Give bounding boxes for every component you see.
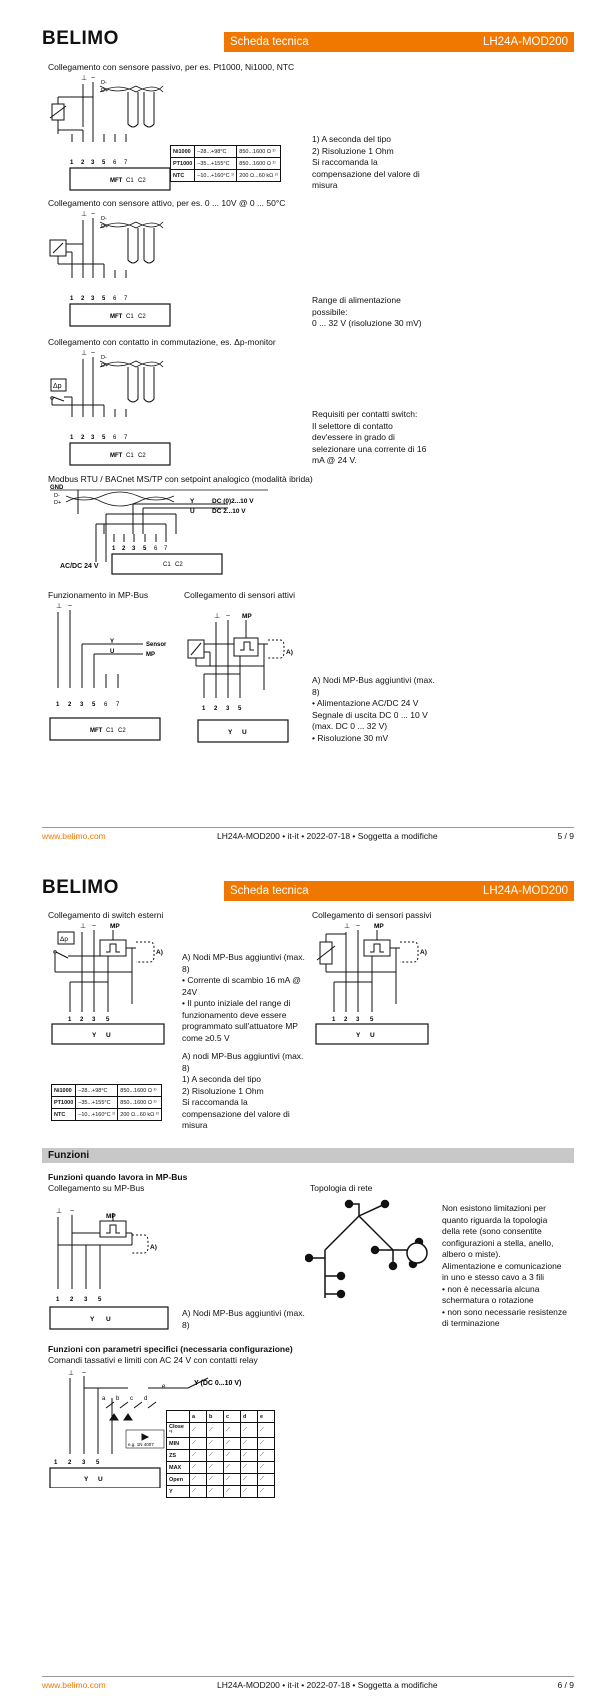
svg-text:U: U bbox=[110, 649, 115, 655]
svg-text:3: 3 bbox=[226, 706, 230, 712]
svg-text:~: ~ bbox=[92, 923, 97, 930]
svg-text:5: 5 bbox=[96, 1460, 100, 1466]
svg-text:7: 7 bbox=[164, 546, 168, 552]
svg-text:3: 3 bbox=[356, 1017, 360, 1023]
svg-text:1: 1 bbox=[54, 1460, 58, 1466]
svg-text:U: U bbox=[370, 1032, 375, 1039]
active-sensor-diagram bbox=[48, 208, 173, 333]
network-topology-diagram bbox=[305, 1196, 435, 1306]
svg-text:3: 3 bbox=[82, 1460, 86, 1466]
svg-text:GND: GND bbox=[50, 485, 64, 491]
footer-rule-5 bbox=[42, 827, 574, 828]
svg-text:2: 2 bbox=[70, 1297, 74, 1303]
svg-text:C2: C2 bbox=[138, 453, 146, 459]
svg-text:MP: MP bbox=[242, 613, 252, 620]
svg-text:Y (DC 0...10 V): Y (DC 0...10 V) bbox=[194, 1380, 242, 1387]
svg-text:MFT: MFT bbox=[90, 728, 103, 734]
footer-page-number-page6: 6 / 9 bbox=[557, 1680, 574, 1690]
svg-text:C1: C1 bbox=[126, 453, 134, 459]
svg-text:5: 5 bbox=[98, 1297, 102, 1303]
svg-text:MP: MP bbox=[374, 923, 384, 930]
svg-text:7: 7 bbox=[124, 435, 128, 441]
svg-text:~: ~ bbox=[226, 613, 231, 620]
svg-text:MP: MP bbox=[146, 652, 155, 658]
svg-text:D-: D- bbox=[101, 216, 107, 222]
footer-page-number: 5 / 9 bbox=[557, 831, 574, 841]
svg-text:b: b bbox=[116, 1396, 120, 1402]
svg-text:Y: Y bbox=[92, 1032, 97, 1039]
svg-text:6: 6 bbox=[104, 702, 108, 708]
svg-text:3: 3 bbox=[91, 160, 95, 166]
c6-title: Collegamento di sensori attivi bbox=[184, 590, 296, 600]
svg-text:e: e bbox=[162, 1384, 166, 1390]
passive-sensors-mp-diagram bbox=[312, 920, 437, 1045]
svg-text:⊥: ⊥ bbox=[344, 923, 351, 930]
svg-text:1: 1 bbox=[70, 296, 74, 302]
svg-text:Y: Y bbox=[228, 729, 233, 736]
svg-text:Sensor: Sensor bbox=[146, 642, 167, 648]
svg-text:C1: C1 bbox=[126, 178, 134, 184]
svg-text:D+: D+ bbox=[54, 500, 62, 506]
svg-text:5: 5 bbox=[106, 1017, 110, 1023]
sensor-table-page5: Ni1000 –28...+98°C 850...1600 Ω ²⁾ PT1000 –35...+155°C 850...1600 Ω ²⁾ NTC –10...+160°C ¹⁾ 200 Ω...60 kΩ ²⁾ bbox=[170, 145, 281, 182]
c7-notes-2: A) nodi MP-Bus aggiuntivi (max. 8) 1) A seconda del tipo 2) Risoluzione 1 Ohm Si raccomanda la compensazione del valore di misura bbox=[182, 1051, 304, 1130]
svg-text:6: 6 bbox=[113, 296, 117, 302]
svg-text:e.g. 1N 4007: e.g. 1N 4007 bbox=[128, 1442, 154, 1447]
svg-text:7: 7 bbox=[116, 702, 120, 708]
svg-text:6: 6 bbox=[113, 160, 117, 166]
svg-text:1: 1 bbox=[332, 1017, 336, 1023]
svg-text:3: 3 bbox=[132, 546, 136, 552]
svg-text:5: 5 bbox=[370, 1017, 374, 1023]
f1-title: Funzioni quando lavora in MP-Bus bbox=[48, 1172, 188, 1182]
svg-text:Y: Y bbox=[90, 1316, 95, 1323]
footer-center: LH24A-MOD200 • it-it • 2022-07-18 • Soggetta a modifiche bbox=[217, 831, 438, 841]
svg-text:6: 6 bbox=[154, 546, 158, 552]
svg-text:2: 2 bbox=[80, 1017, 84, 1023]
svg-text:MFT: MFT bbox=[110, 453, 123, 459]
relay-table: a b c d e Close ¹⁾ ⟋ ⟋ ⟋ ⟋ ⟋ MIN ⟋ ⟋ ⟋ ⟋ ⟋ ZS ⟋ ⟋ ⟋ ⟋ ⟋ MAX ⟋ ⟋ ⟋ ⟋ ⟋ Open ⟋ ⟋ ⟋ ⟋ ⟋ Y ⟋ ⟋ ⟋ ⟋ ⟋ bbox=[166, 1410, 275, 1498]
footer-page5 bbox=[42, 831, 574, 843]
passive-sensor-diagram bbox=[48, 72, 173, 197]
svg-text:7: 7 bbox=[124, 296, 128, 302]
f1-subtitle: Collegamento su MP-Bus bbox=[48, 1183, 145, 1193]
f2-title: Funzioni con parametri specifici (necessaria configurazione) bbox=[48, 1344, 293, 1354]
svg-text:⊥: ⊥ bbox=[80, 923, 87, 930]
c5-title: Funzionamento in MP-Bus bbox=[48, 590, 149, 600]
svg-text:2: 2 bbox=[68, 702, 72, 708]
svg-text:1: 1 bbox=[202, 706, 206, 712]
svg-text:2: 2 bbox=[81, 160, 85, 166]
belimo-logo-page6: BELIMO bbox=[42, 877, 119, 898]
svg-text:C2: C2 bbox=[138, 314, 146, 320]
svg-text:5: 5 bbox=[102, 435, 106, 441]
svg-text:Δp: Δp bbox=[60, 936, 68, 943]
f1-note: A) Nodi MP-Bus aggiuntivi (max. 8) bbox=[182, 1308, 305, 1330]
header-product: LH24A-MOD200 bbox=[482, 36, 568, 48]
svg-text:d: d bbox=[144, 1396, 148, 1402]
svg-text:D-: D- bbox=[54, 493, 60, 499]
header-section-label: Scheda tecnica bbox=[230, 36, 309, 48]
svg-text:DC 2...10 V: DC 2...10 V bbox=[212, 508, 246, 515]
svg-text:⊥: ⊥ bbox=[56, 603, 63, 610]
svg-text:1: 1 bbox=[68, 1017, 72, 1023]
sensor-table-page6: Ni1000 –28...+98°C 850...1600 Ω ²⁾ PT1000 –35...+155°C 850...1600 Ω ²⁾ NTC –10...+160°C ¹⁾ 200 Ω...60 kΩ ²⁾ bbox=[51, 1084, 162, 1121]
c2-title: Collegamento con sensore attivo, per es. 0 ... 10V @ 0 ... 50°C bbox=[48, 198, 286, 208]
svg-text:MP: MP bbox=[110, 923, 120, 930]
svg-text:~: ~ bbox=[91, 75, 96, 82]
f2-subtitle: Comandi tassativi e limiti con AC 24 V con contatti relay bbox=[48, 1355, 258, 1365]
svg-text:Δp: Δp bbox=[53, 383, 62, 390]
footer-link-page6[interactable]: www.belimo.com bbox=[42, 1680, 106, 1690]
svg-text:7: 7 bbox=[124, 160, 128, 166]
svg-text:A): A) bbox=[150, 1244, 157, 1251]
footer-page6 bbox=[42, 1680, 574, 1692]
svg-text:MP: MP bbox=[106, 1213, 116, 1220]
svg-text:2: 2 bbox=[122, 546, 126, 552]
svg-text:3: 3 bbox=[84, 1297, 88, 1303]
d-plus-label: D+ bbox=[101, 88, 109, 94]
c7-notes: A) Nodi MP-Bus aggiuntivi (max. 8) • Corrente di scambio 16 mA @ 24V • Il punto iniziale del range di funzionamento deve essere programmato sull'attuatore MP come ≥0.5 V bbox=[182, 952, 305, 1043]
d-minus-label: D- bbox=[101, 80, 107, 86]
svg-text:2: 2 bbox=[344, 1017, 348, 1023]
svg-text:C2: C2 bbox=[118, 728, 126, 734]
svg-text:A): A) bbox=[420, 949, 427, 956]
c2-notes: Range di alimentazione possibile: 0 ... 32 V (risoluzione 30 mV) bbox=[312, 295, 422, 328]
mp-bus-operation-diagram bbox=[48, 600, 173, 748]
svg-text:⊥: ⊥ bbox=[68, 1370, 75, 1377]
svg-text:Y: Y bbox=[356, 1032, 361, 1039]
header-bar bbox=[224, 32, 574, 52]
svg-text:D+: D+ bbox=[101, 363, 109, 369]
c3-notes: Requisiti per contatti switch: Il selettore di contatto dev'essere in grado di selezionare una corrente di 16 mA @ 24 V. bbox=[312, 409, 427, 465]
svg-text:3: 3 bbox=[80, 702, 84, 708]
svg-text:C1: C1 bbox=[126, 314, 134, 320]
svg-text:A): A) bbox=[286, 649, 293, 656]
svg-text:1: 1 bbox=[70, 160, 74, 166]
header-bar-page6: Scheda tecnica LH24A-MOD200 bbox=[224, 881, 574, 901]
svg-text:2: 2 bbox=[68, 1460, 72, 1466]
svg-text:Y: Y bbox=[84, 1476, 89, 1483]
svg-text:DC (0)2...10 V: DC (0)2...10 V bbox=[212, 498, 254, 505]
svg-text:1: 1 bbox=[56, 702, 60, 708]
svg-text:c: c bbox=[130, 1396, 133, 1402]
svg-text:U: U bbox=[190, 508, 195, 515]
svg-text:2: 2 bbox=[81, 296, 85, 302]
svg-text:~: ~ bbox=[356, 923, 361, 930]
footer-link[interactable]: www.belimo.com bbox=[42, 831, 106, 841]
svg-text:D-: D- bbox=[101, 355, 107, 361]
svg-text:5: 5 bbox=[238, 706, 242, 712]
svg-text:⊥: ⊥ bbox=[81, 350, 88, 357]
svg-text:~: ~ bbox=[91, 350, 96, 357]
active-sensors-mp-diagram bbox=[184, 610, 309, 750]
c8-title: Collegamento di sensori passivi bbox=[312, 910, 432, 920]
svg-text:⊥: ⊥ bbox=[56, 1208, 63, 1215]
c1-notes: 1) A seconda del tipo 2) Risoluzione 1 Ohm Si raccomanda la compensazione del valore di misura bbox=[312, 134, 420, 190]
svg-text:3: 3 bbox=[91, 296, 95, 302]
c1-title: Collegamento con sensore passivo, per es. Pt1000, Ni1000, NTC bbox=[48, 62, 295, 72]
svg-text:C1: C1 bbox=[163, 562, 171, 568]
svg-text:5: 5 bbox=[92, 702, 96, 708]
svg-text:3: 3 bbox=[92, 1017, 96, 1023]
svg-text:3: 3 bbox=[91, 435, 95, 441]
svg-text:⊥: ⊥ bbox=[81, 211, 88, 218]
c6-notes: A) Nodi MP-Bus aggiuntivi (max. 8) • Alimentazione AC/DC 24 V Segnale di uscita DC 0 ... 10 V (max. DC 0 ... 32 V) • Risoluzione 30 mV bbox=[312, 675, 435, 743]
svg-text:1: 1 bbox=[56, 1297, 60, 1303]
svg-text:U: U bbox=[242, 729, 247, 736]
svg-text:~: ~ bbox=[70, 1208, 75, 1215]
c7-title: Collegamento di switch esterni bbox=[48, 910, 164, 920]
svg-text:2: 2 bbox=[214, 706, 218, 712]
svg-text:MFT: MFT bbox=[110, 178, 123, 184]
footer-rule-6 bbox=[42, 1676, 574, 1677]
topology-title: Topologia di rete bbox=[310, 1183, 373, 1193]
svg-text:A): A) bbox=[156, 949, 163, 956]
topology-notes: Non esistono limitazioni per quanto riguarda la topologia della rete (sono consentite configurazioni a stella, anello, albero o miste). Alimentazione e comunicazione in uno e stesso cavo a 3 fili • non è necessaria alcuna schermatura o rotazione • non sono necessarie resistenze di terminazione bbox=[442, 1203, 567, 1328]
svg-text:D+: D+ bbox=[101, 224, 109, 230]
svg-text:C2: C2 bbox=[138, 178, 146, 184]
svg-text:MFT: MFT bbox=[110, 314, 123, 320]
footer-center-page6: LH24A-MOD200 • it-it • 2022-07-18 • Soggetta a modifiche bbox=[217, 1680, 438, 1690]
mp-bus-connection-diagram bbox=[48, 1205, 173, 1335]
svg-text:a: a bbox=[102, 1396, 106, 1402]
svg-text:~: ~ bbox=[82, 1370, 87, 1377]
supply-label: AC/DC 24 V bbox=[60, 563, 99, 570]
svg-text:C2: C2 bbox=[175, 562, 183, 568]
svg-text:6: 6 bbox=[113, 435, 117, 441]
section-heading-funzioni: Funzioni bbox=[42, 1148, 574, 1163]
external-switch-diagram bbox=[48, 920, 173, 1045]
svg-text:U: U bbox=[106, 1316, 111, 1323]
svg-text:1: 1 bbox=[70, 435, 74, 441]
svg-text:5: 5 bbox=[143, 546, 147, 552]
svg-text:C1: C1 bbox=[106, 728, 114, 734]
svg-text:1: 1 bbox=[112, 546, 116, 552]
svg-text:~: ~ bbox=[91, 211, 96, 218]
switch-contact-diagram bbox=[48, 347, 173, 472]
c3-title: Collegamento con contatto in commutazione, es. Δp-monitor bbox=[48, 337, 276, 347]
svg-text:5: 5 bbox=[102, 296, 106, 302]
c4-title: Modbus RTU / BACnet MS/TP con setpoint analogico (modalità ibrida) bbox=[48, 474, 313, 484]
svg-text:5: 5 bbox=[102, 160, 106, 166]
belimo-logo: BELIMO bbox=[42, 28, 119, 49]
svg-text:Y: Y bbox=[110, 639, 115, 645]
ground-symbol: ⊥ bbox=[81, 75, 88, 82]
svg-text:2: 2 bbox=[81, 435, 85, 441]
svg-text:Y: Y bbox=[190, 498, 195, 505]
svg-text:~: ~ bbox=[68, 603, 73, 610]
svg-text:⊥: ⊥ bbox=[214, 613, 221, 620]
svg-text:U: U bbox=[106, 1032, 111, 1039]
svg-text:U: U bbox=[98, 1476, 103, 1483]
